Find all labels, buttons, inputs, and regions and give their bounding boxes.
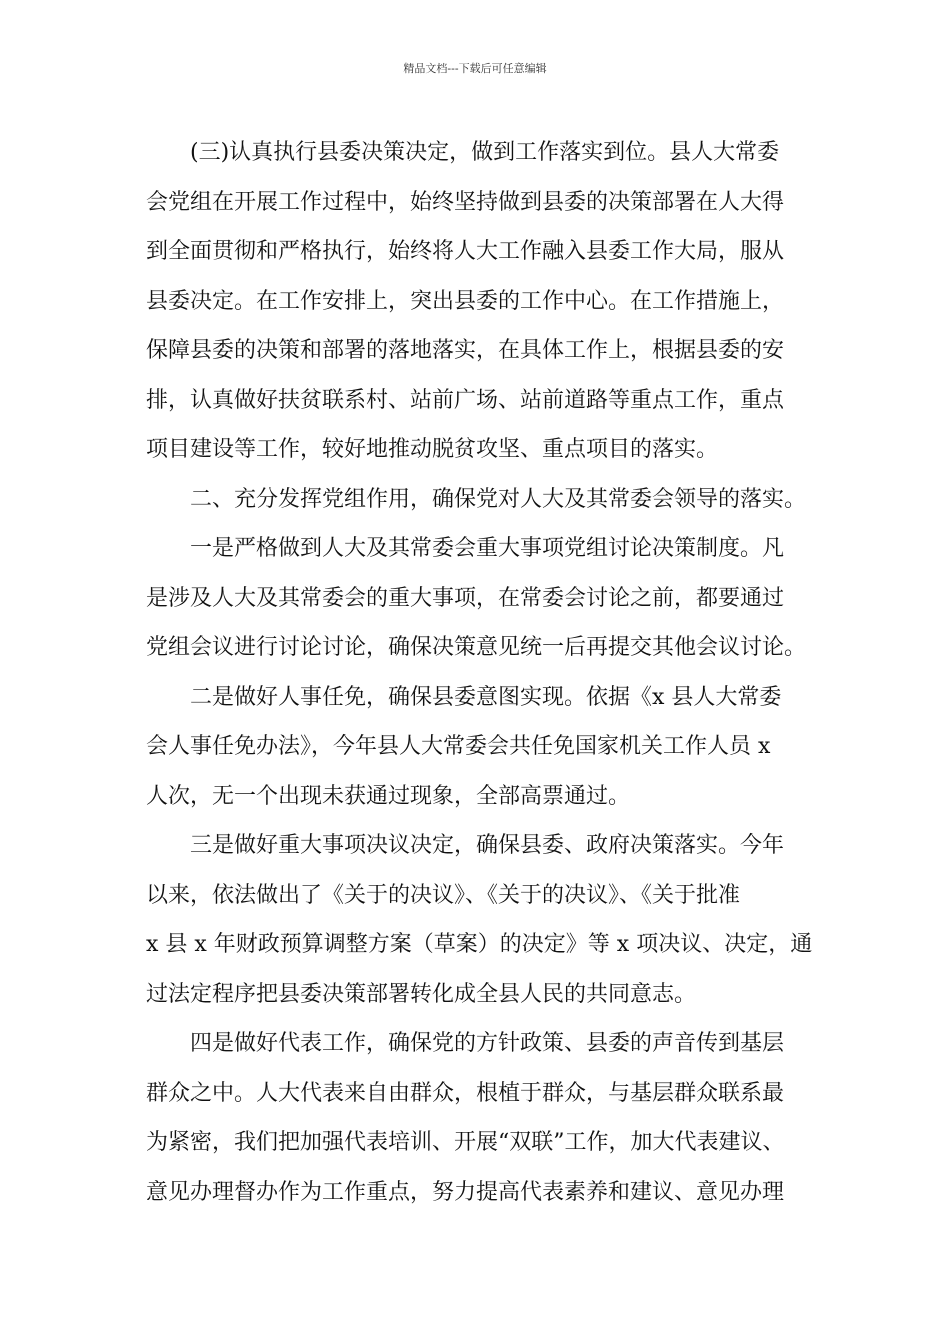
text-line: 二是做好人事任免，确保县委意图实现。依据《x 县人大常委 bbox=[190, 684, 782, 710]
paragraph bbox=[146, 128, 826, 475]
text-line: 项目建设等工作，较好地推动脱贫攻坚、重点项目的落实。 bbox=[146, 437, 719, 462]
text-line: 群众之中。人大代表来自由群众，根植于群众，与基层群众联系最 bbox=[146, 1080, 785, 1106]
text-line: (三)认真执行县委决策决定，做到工作落实到位。县人大常委 bbox=[190, 140, 780, 165]
text-line: 人次，无一个出现未获通过现象，全部高票通过。 bbox=[146, 783, 631, 809]
paragraph bbox=[146, 821, 826, 1019]
text-line: 县委决定。在工作安排上，突出县委的工作中心。在工作措施上， bbox=[146, 288, 785, 314]
text-line: 保障县委的决策和部署的落地落实，在具体工作上，根据县委的安 bbox=[146, 338, 785, 363]
paragraph bbox=[146, 524, 826, 673]
paragraph bbox=[146, 475, 826, 525]
text-line: 会人事任免办法》，今年县人大常委会共任免国家机关工作人员 x bbox=[146, 734, 771, 759]
paragraph bbox=[146, 1019, 826, 1217]
text-line: 以来，依法做出了《关于的决议》、《关于的决议》、《关于批准 bbox=[146, 882, 741, 908]
text-line: 四是做好代表工作，确保党的方针政策、县委的声音传到基层 bbox=[190, 1031, 785, 1056]
text-line: 过法定程序把县委决策部署转化成全县人民的共同意志。 bbox=[146, 981, 697, 1007]
text-line: 为紧密，我们把加强代表培训、开展“双联”工作，加大代表建议、 bbox=[146, 1130, 785, 1155]
section-heading: 二、充分发挥党组作用，确保党对人大及其常委会领导的落实。 bbox=[190, 486, 807, 512]
text-line: 党组会议进行讨论讨论，确保决策意见统一后再提交其他会议讨论。 bbox=[146, 635, 807, 660]
text-line: 三是做好重大事项决议决定，确保县委、政府决策落实。今年 bbox=[190, 833, 785, 858]
text-line: 是涉及人大及其常委会的重大事项，在常委会讨论之前，都要通过 bbox=[146, 585, 785, 611]
page-header: 精品文档---下载后可任意编辑 bbox=[403, 62, 547, 75]
text-line: 会党组在开展工作过程中，始终坚持做到县委的决策部署在人大得 bbox=[146, 189, 785, 215]
text-line: 意见办理督办作为工作重点，努力提高代表素养和建议、意见办理 bbox=[146, 1179, 785, 1205]
text-line: 排，认真做好扶贫联系村、站前广场、站前道路等重点工作，重点 bbox=[146, 387, 785, 413]
text-line: 一是严格做到人大及其常委会重大事项党组讨论决策制度。凡 bbox=[190, 536, 785, 561]
document-body bbox=[146, 128, 826, 1217]
text-line: x 县 x 年财政预算调整方案（草案）的决定》等 x 项决议、决定，通 bbox=[146, 932, 813, 957]
text-line: 到全面贯彻和严格执行，始终将人大工作融入县委工作大局，服从 bbox=[146, 239, 785, 264]
paragraph bbox=[146, 673, 826, 822]
